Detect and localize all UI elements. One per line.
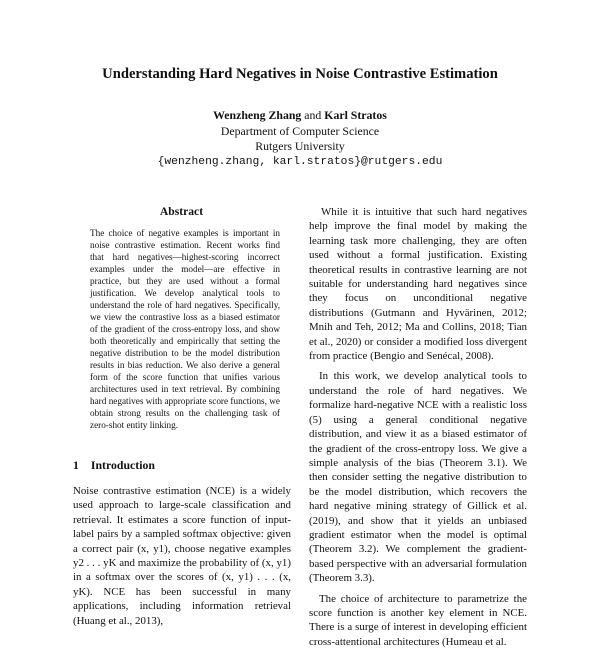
affiliation-university: Rutgers University [255,139,345,153]
section-heading [73,458,155,473]
body-paragraph: In this work, we develop analytical tools to understand the role of hard negatives. We formalize hard-negative NCE with a realistic loss (5) using a general conditional negative distribution, and view it as a biased estimator of the gradient of the cross-entropy loss. We give a simple analysis of the bias (Theorem 3.1). We then consider setting the negative distribution to be the model distribution, which recovers the hard negative mining strategy of Gillick et al. (2019), and show that it yields an unbiased gradient estimator when the model is optimal (Theorem 3.2). We complement the gradient-based perspective with an adversarial formulation (Theorem 3.3). [309,370,527,585]
right-column [309,205,527,648]
author-name: Wenzheng Zhang [213,108,302,122]
affiliation-department: Department of Computer Science [220,123,380,138]
abstract-body [90,227,280,431]
paper-title: Understanding Hard Negatives in Noise Contrastive Estimation [102,66,498,82]
author-name: Karl Stratos [324,108,387,122]
author-line [0,108,600,124]
abstract-text: The choice of negative examples is important in noise contrastive estimation. Recent works find that hard negatives—highest-scoring incorrect examples under the model—are effective in practice, but they are used without a formal justification. We develop analytical tools to understand the role of hard negatives. Specifically, we view the contrastive loss as a biased estimator of the gradient of the cross-entropy loss, and show both theoretically and empirically that setting the negative distribution to be the model distribution results in bias reduction. We also derive a general form of the score function that unifies various architectures used in text retrieval. By combining hard negatives with appropriate score functions, we obtain strong results on the challenging task of zero-shot entity linking. [90,228,280,430]
section-number: 1 [73,458,79,472]
author-block [0,108,600,170]
section-title: Introduction [90,458,155,472]
body-paragraph: While it is intuitive that such hard negatives help improve the final model by making the learning task more challenging, they are often used without a formal justification. Existing theoretical results in contrastive learning are not suitable for understanding hard negatives since they focus on unconditional negative distributions (Gutmann and Hyvärinen, 2012; Mnih and Teh, 2012; Ma and Collins, 2018; Tian et al., 2020) or consider a modified loss divergent from practice (Bengio and Senécal, 2008). [309,206,527,363]
author-email: {wenzheng.zhang, karl.stratos}@rutgers.edu [157,155,443,168]
author-conjunction: and [304,108,322,122]
body-paragraph: The choice of architecture to parametrize the score function is another key element in NCE. There is a surge of interest in developing efficient cross-attentional architectures (Humeau et al. [309,592,527,648]
abstract-heading: Abstract [159,205,204,218]
introduction-body [73,484,291,627]
introduction-paragraph: Noise contrastive estimation (NCE) is a widely used approach to large-scale classification and retrieval. It estimates a score function of input-label pairs by a sampled softmax objective: given a correct pair (x, y1), choose negative examples y2 . . . yK and maximize the probability of (x, y1) in a softmax over the scores of (x, y1) . . . (x, yK). NCE has been successful in many applications, including information retrieval (Huang et al., 2013), [73,485,291,627]
